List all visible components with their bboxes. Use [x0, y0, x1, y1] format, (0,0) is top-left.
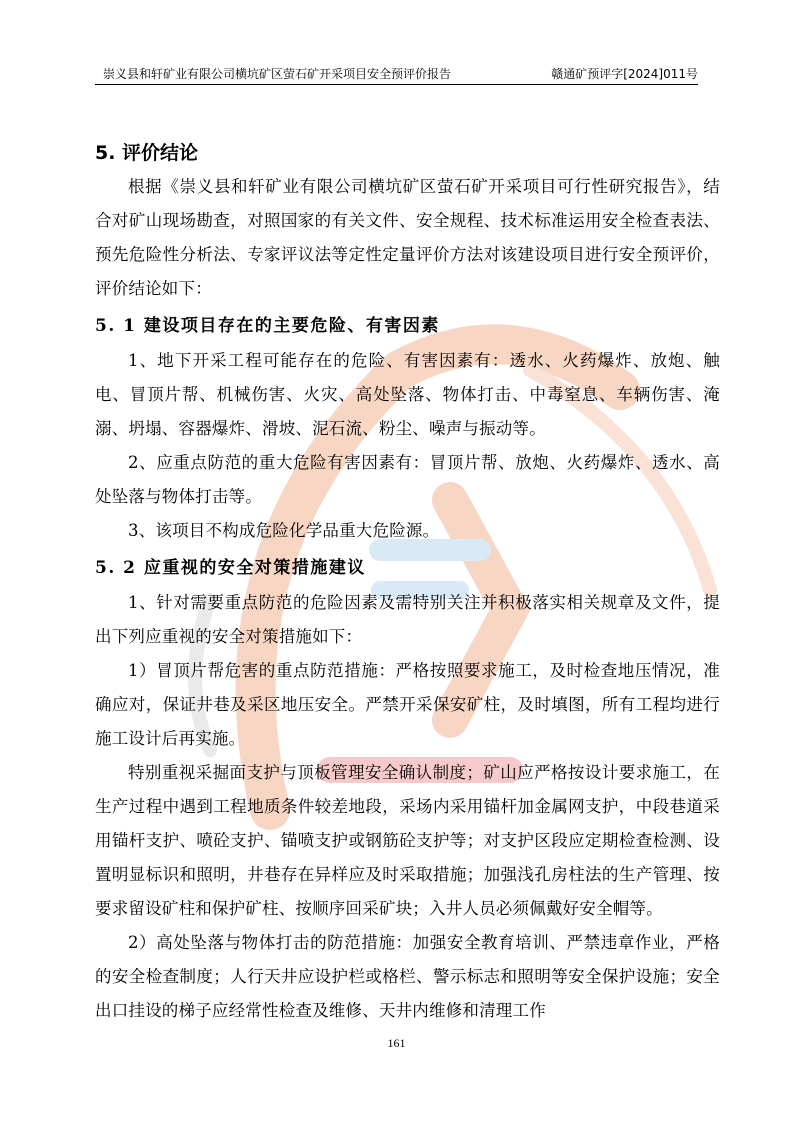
measures-intro-paragraph: 1、针对需要重点防范的危险因素及需特别关注并积极落实相关规章及文件，提出下列应重视的安全对策措施如下： [95, 593, 720, 646]
support-management-paragraph: 特别重视采掘面支护与顶板管理安全确认制度；矿山应严格按设计要求施工，在生产过程中遇到工程地质条件较差地段，采场内采用锚杆加金属网支护，中段巷道采用锚杆支护、喷砼支护、锚喷支护或钢筋砼支护等；对支护区段应定期检查检测、设置明显标识和照明，井巷存在异样应及时采取措施；加强浅孔房柱法的生产管理、按要求留设矿柱和保护矿柱、按顺序回采矿块；入井人员必须佩戴好安全帽等。 [95, 763, 720, 918]
page-number: 161 [387, 1036, 406, 1050]
page-header [95, 64, 698, 85]
section-5-1-heading: 5. 1 建设项目存在的主要危险、有害因素 [95, 316, 440, 336]
section-5-2-heading: 5. 2 应重视的安全对策措施建议 [95, 558, 366, 578]
key-hazards-paragraph: 2、应重点防范的重大危险有害因素有：冒顶片帮、放炮、火药爆炸、透水、高处坠落与物体打击等。 [95, 453, 720, 506]
fall-prevention-paragraph: 2）高处坠落与物体打击的防范措施：加强安全教育培训、严禁违章作业，严格的安全检查制度；人行天井应设护栏或格栏、警示标志和照明等安全保护设施；安全出口挂设的梯子应经常性检查及维修、天井内维修和清理工作 [95, 933, 720, 1020]
document-body [95, 128, 720, 1028]
section-5-heading: 5. 评价结论 [95, 142, 199, 164]
roof-fall-measures-paragraph: 1）冒顶片帮危害的重点防范措施：严格按照要求施工，及时检查地压情况，准确应对，保证井巷及采区地压安全。严禁开采保安矿柱，及时填图，所有工程均进行施工设计后再实施。 [95, 661, 720, 748]
section-5-intro-paragraph: 根据《崇义县和轩矿业有限公司横坑矿区萤石矿开采项目可行性研究报告》，结合对矿山现场勘查，对照国家的有关文件、安全规程、技术标准运用安全检查表法、预先危险性分析法、专家评议法等定性定量评价方法对该建设项目进行安全预评价，评价结论如下： [95, 177, 720, 298]
hazard-source-paragraph: 3、该项目不构成危险化学品重大危险源。 [128, 521, 440, 540]
header-report-title: 崇义县和轩矿业有限公司横坑矿区萤石矿开采项目安全预评价报告 [103, 67, 452, 81]
header-report-number: 赣通矿预评字[2024]011号 [551, 67, 698, 81]
hazard-list-paragraph: 1、地下开采工程可能存在的危险、有害因素有：透水、火药爆炸、放炮、触电、冒顶片帮、机械伤害、火灾、高处坠落、物体打击、中毒窒息、车辆伤害、淹溺、坍塌、容器爆炸、滑坡、泥石流、粉尘、噪声与振动等。 [95, 351, 720, 438]
